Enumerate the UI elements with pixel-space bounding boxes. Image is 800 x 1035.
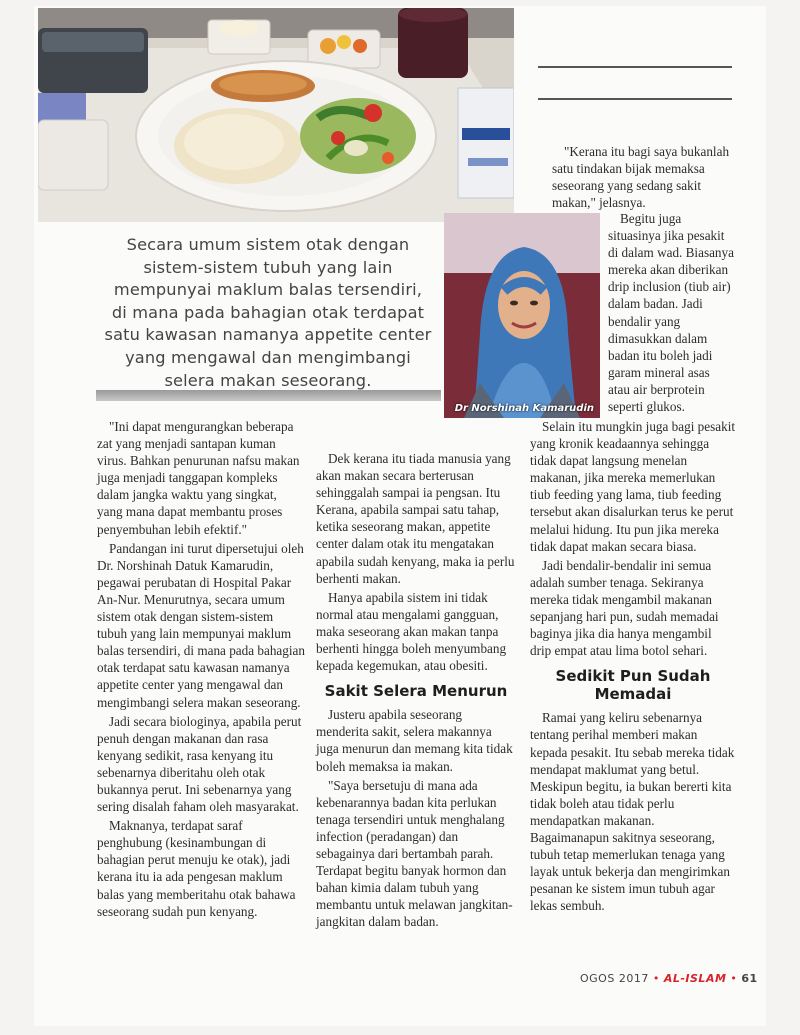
- header-rule-bottom: [538, 98, 732, 100]
- issue-date: OGOS 2017: [580, 972, 649, 985]
- column-1: [97, 418, 305, 922]
- column-3: [530, 418, 736, 916]
- portrait-caption: Dr Norshinah Kamarudin: [454, 403, 594, 414]
- paragraph: Justeru apabila seseorang menderita sakit, selera makannya juga menurun dan memang kita tidak boleh memaksa ia makan.: [316, 707, 513, 774]
- column-3-top: [552, 143, 734, 213]
- page-number: 61: [741, 972, 758, 985]
- column-2: [316, 450, 516, 932]
- section-heading-sedikit-pun-sudah-memadai: Sedikit Pun Sudah Memadai: [555, 667, 711, 704]
- paragraph: "Kerana itu bagi saya bukanlah satu tindakan bijak memaksa seseorang yang sedang sakit makan," jelasnya.: [552, 144, 730, 211]
- pull-quote-bar: [96, 390, 441, 401]
- hospital-meal-photo: [38, 8, 514, 222]
- column-3-top-narrow: [608, 210, 734, 417]
- paragraph: "Ini dapat mengurangkan beberapa zat yang menjadi santapan kuman virus. Bahkan penurunan nafsu makan juga menjadi tanggapan kompleks dalam jangka waktu yang singkat, yang mana dapat membantu proses penyembuhan lebih efektif.": [97, 419, 300, 537]
- paragraph: "Saya bersetuju di mana ada kebenarannya badan kita perlukan tenaga tersendiri untuk menghalang infection (peradangan) dan sebagainya dari bertambah parah. Terdapat begitu banyak hormon dan bahan kimia dalam tubuh yang membantu untuk melawan jangkitan-jangkitan dalam badan.: [316, 777, 513, 930]
- magazine-brand: AL-ISLAM: [663, 972, 727, 985]
- header-rule-top: [538, 66, 732, 68]
- paragraph: Pandangan ini turut dipersetujui oleh Dr. Norshinah Datuk Kamarudin, pegawai perubatan di Hospital Pakar An-Nur. Menurutnya, secara umum sistem otak dengan sistem-sistem tubuh yang lain mempunyai maklum balas tersendiri, di mana pada bahagian otak terdapat satu kawasan namanya appetite center yang mengawal dan mengimbangi selera makan seseorang.: [97, 540, 305, 710]
- page-footer: [580, 972, 758, 985]
- paragraph: Begitu juga situasinya jika pesakit di dalam wad. Biasanya mereka akan diberikan drip inclusion (tiub air) dalam badan. Jadi bendalir yang dimasukkan dalam badan itu boleh jadi garam mineral asas atau air berprotein seperti glukos.: [608, 211, 734, 415]
- paragraph: Ramai yang keliru sebenarnya tentang perihal memberi makan kepada pesakit. Itu sebab mereka tidak mendapat maklumat yang betul. Meskipun begitu, ia bukan bererti kita tidak boleh atau tidak perlu mendapatkan makanan. Bagaimanapun sakitnya seseorang, tubuh tetap memerlukan tenaga yang layak untuk bekerja dan mengirimkan pesanan ke sistem imun tubuh agar lekas sembuh.: [530, 710, 735, 914]
- paragraph: Maknanya, terdapat saraf penghubung (kesinambungan di bahagian perut menuju ke otak), jadi kerana itu ia ada pengesan maklum balas yang memberitahu otak bahawa seseorang sudah pun kenyang.: [97, 818, 296, 919]
- separator-dot: •: [652, 972, 660, 985]
- section-heading-sakit-selera-menurun: Sakit Selera Menurun: [324, 682, 508, 701]
- pull-quote: [96, 230, 440, 395]
- paragraph: Jadi secara biologinya, apabila perut penuh dengan makanan dan rasa kenyang sedikit, rasa kenyang itu sebenarnya diberitahu oleh otak bukannya perut. Ini sebenarnya yang sering disalah faham oleh masyarakat.: [97, 713, 302, 815]
- separator-dot: •: [730, 972, 738, 985]
- doctor-portrait: [444, 213, 600, 418]
- paragraph: Selain itu mungkin juga bagi pesakit yang kronik keadaannya sehingga tidak dapat langsung menelan makanan, jika mereka memerlukan tiub feeding yang lama, tiub feeding tersebut akan disalurkan terus ke perut melalui hidung. Itu pun jika mereka tidak dapat makan secara biasa.: [530, 419, 736, 554]
- paragraph: Dek kerana itu tiada manusia yang akan makan secara berterusan sehinggalah sampai ia pengsan. Itu Kerana, apabila sampai satu tahap, ketika seseorang makan, appetite center dalam otak itu mengatakan apabila sudah kenyang, maka ia perlu berhenti makan.: [316, 451, 515, 586]
- pull-quote-text: Secara umum sistem otak dengan sistem-sistem tubuh yang lain mempunyai maklum balas tersendiri, di mana pada bahagian otak terdapat satu kawasan namanya appetite center yang mengawal dan mengimbangi selera makan seseorang.: [104, 235, 432, 390]
- paragraph: Jadi bendalir-bendalir ini semua adalah sumber tenaga. Sekiranya mereka tidak mengambil makanan sepanjang hari pun, sudah memadai baginya jika dia hanya mengambil drip empat atau lima botol sehari.: [530, 557, 719, 659]
- paragraph: Hanya apabila sistem ini tidak normal atau mengalami gangguan, maka seseorang akan makan tanpa berhenti hingga boleh menyumbang kepada kegemukan, atau obesiti.: [316, 589, 507, 674]
